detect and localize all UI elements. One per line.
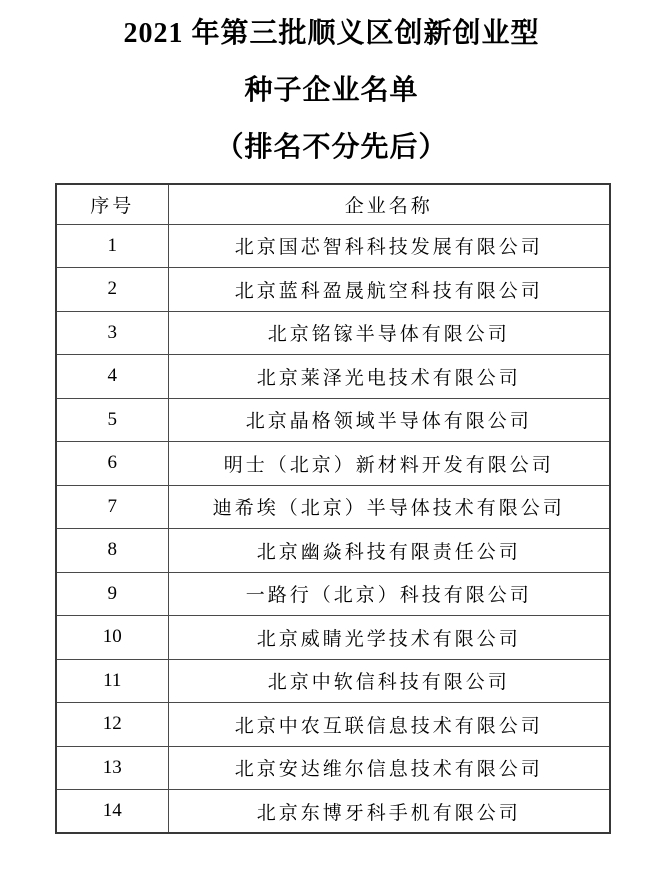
table-row bbox=[56, 616, 610, 660]
serial-number-cell: 7 bbox=[56, 485, 168, 529]
company-name-cell: 北京安达维尔信息技术有限公司 bbox=[168, 746, 610, 790]
table-row bbox=[56, 529, 610, 573]
table-row bbox=[56, 442, 610, 486]
serial-number-cell: 14 bbox=[56, 790, 168, 834]
table-row bbox=[56, 746, 610, 790]
serial-number-cell: 3 bbox=[56, 311, 168, 355]
serial-number-cell: 4 bbox=[56, 355, 168, 399]
company-name-cell: 迪希埃（北京）半导体技术有限公司 bbox=[168, 485, 610, 529]
title-line-2: 种子企业名单 bbox=[244, 75, 419, 106]
company-name-cell: 北京东博牙科手机有限公司 bbox=[168, 790, 610, 834]
table-row bbox=[56, 268, 610, 312]
serial-number-cell: 6 bbox=[56, 442, 168, 486]
company-name-cell: 北京幽焱科技有限责任公司 bbox=[168, 529, 610, 573]
title-line-3: （排名不分先后） bbox=[215, 132, 448, 163]
header-row bbox=[56, 184, 610, 224]
serial-number-cell: 12 bbox=[56, 703, 168, 747]
company-name-cell: 北京晶格领域半导体有限公司 bbox=[168, 398, 610, 442]
serial-number-cell: 5 bbox=[56, 398, 168, 442]
company-name-cell: 北京国芯智科科技发展有限公司 bbox=[168, 224, 610, 268]
table-row bbox=[56, 224, 610, 268]
company-name-cell: 北京铭镓半导体有限公司 bbox=[168, 311, 610, 355]
serial-number-cell: 2 bbox=[56, 268, 168, 312]
company-list-table bbox=[55, 183, 611, 834]
table-row bbox=[56, 659, 610, 703]
table-row bbox=[56, 572, 610, 616]
company-name-cell: 北京蓝科盈晟航空科技有限公司 bbox=[168, 268, 610, 312]
header-serial-number: 序号 bbox=[56, 184, 168, 224]
table-row bbox=[56, 398, 610, 442]
title-line-1: 2021 年第三批顺义区创新创业型 bbox=[123, 18, 540, 49]
company-name-cell: 北京中农互联信息技术有限公司 bbox=[168, 703, 610, 747]
serial-number-cell: 13 bbox=[56, 746, 168, 790]
table-row bbox=[56, 485, 610, 529]
document-title bbox=[0, 0, 663, 176]
company-name-cell: 明士（北京）新材料开发有限公司 bbox=[168, 442, 610, 486]
company-name-cell: 北京莱泽光电技术有限公司 bbox=[168, 355, 610, 399]
table-body bbox=[56, 224, 610, 833]
company-name-cell: 一路行（北京）科技有限公司 bbox=[168, 572, 610, 616]
table-row bbox=[56, 355, 610, 399]
company-name-cell: 北京威睛光学技术有限公司 bbox=[168, 616, 610, 660]
serial-number-cell: 9 bbox=[56, 572, 168, 616]
company-name-cell: 北京中软信科技有限公司 bbox=[168, 659, 610, 703]
serial-number-cell: 11 bbox=[56, 659, 168, 703]
serial-number-cell: 1 bbox=[56, 224, 168, 268]
serial-number-cell: 10 bbox=[56, 616, 168, 660]
table-row bbox=[56, 790, 610, 834]
serial-number-cell: 8 bbox=[56, 529, 168, 573]
table-row bbox=[56, 311, 610, 355]
header-company-name: 企业名称 bbox=[168, 184, 610, 224]
table-header bbox=[56, 184, 610, 224]
table-row bbox=[56, 703, 610, 747]
